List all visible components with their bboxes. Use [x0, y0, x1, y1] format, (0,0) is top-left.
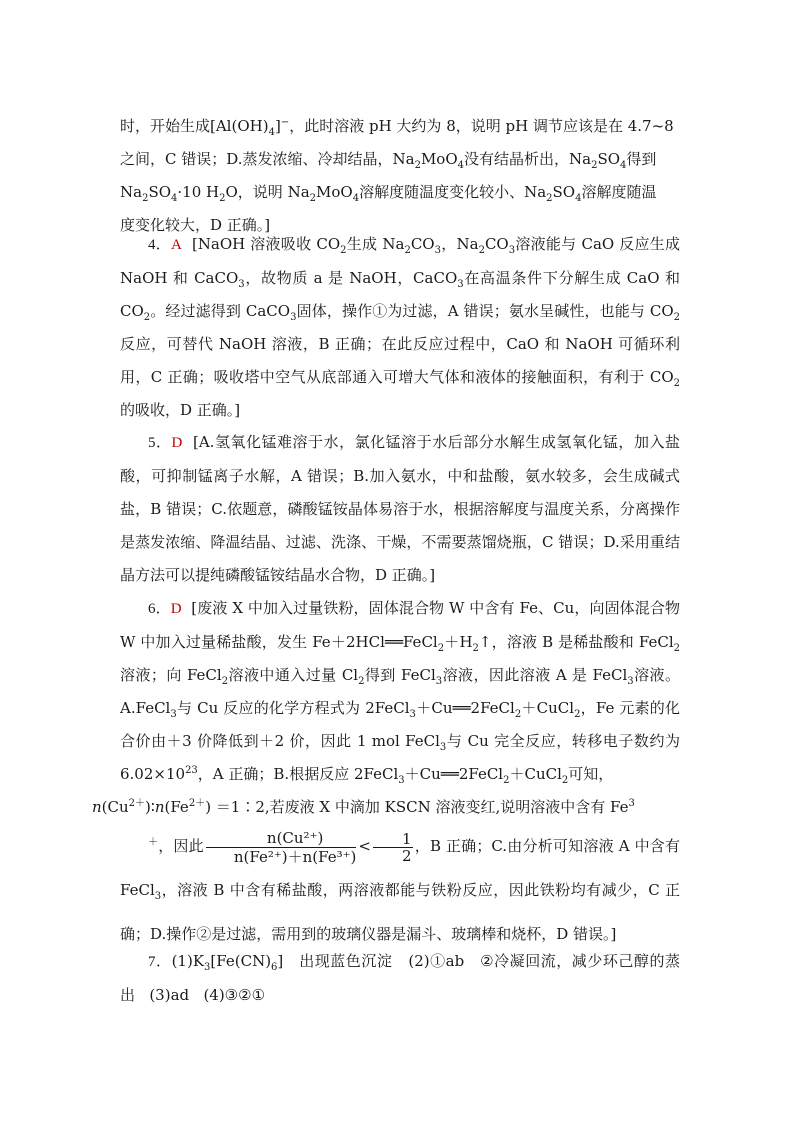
answer-6: 6．D [废液 X 中加入过量铁粉，固体混合物 W 中含有 Fe、Cu，向固体混合物 W 中加入过量稀盐酸，发生 $Fe+2HCl══FeCl_2+H_2↑$，溶液 B 是稀盐酸和 FeCl$_2$溶液；向 FeCl$_2$溶液中通入过量 $Cl_2$得到 FeCl$_3$溶液，因此溶液 A 是 FeCl$_3$溶液。A.FeCl$_3$与 Cu 反应的化学方程式为 2FeCl$_3$＋Cu══2FeCl$_2$＋CuCl$_2$，Fe 元素的化合价由＋3 价降低到＋2 价，因此 1 mol FeCl$_3$与 Cu 完全反应，转移电子数约为 $6.02\times 10^{23}$，A 正确；B.根据反应 2FeCl$_3$＋Cu══2FeCl$_2$＋CuCl$_2$可知， $n(Cu^{2+})∶n(Fe^{2+})$ ＝1∶2,若废液 X 中滴加 KSCN 溶液变红,说明溶液中含有 Fe$^3$ ＋，因此 $\frac{\text{n(Cu²⁺)}}{\text{n(Fe²⁺)＋n(Fe³⁺)}}$ < $\frac{1}{2}$ ，B 正确；C.由分析可知溶液 A 中含有 FeCl$_3$，溶液 B 中含有稀盐酸，两溶液都能与铁粉反应，因此铁粉均有减少，C 正确；D.操作②是过滤，需用到的玻璃仪器是漏斗、玻璃棒和烧杯，D 错误。] — [92, 599, 680, 943]
ratio-fraction: $\frac{\text{n(Cu²⁺)}}{\text{n(Fe²⁺)＋n(Fe³⁺)}}$ — [206, 830, 357, 865]
answer-7: 7．$(1)K_3[Fe(CN)_6]$ 出现蓝色沉淀 (2)①ab ②冷凝回流，减少环己醇的蒸出 (3)ad (4)③②① — [120, 952, 681, 1004]
answer-letter: D — [171, 435, 183, 451]
question-number: 6． — [148, 601, 171, 617]
answer-5 — [120, 426, 680, 592]
explanation-text: [A.氢氧化锰难溶于水，氯化锰溶于水后部分水解生成氢氧化锰，加入盐酸，可抑制锰离子水解，A 错误；B.加入氨水，中和盐酸，氨水较多，会生成碱式盐，B 错误；C.依题意，磷酸锰铵晶体易溶于水，根据溶解度与温度关系，分离操作是蒸发浓缩、降温结晶、过滤、洗涤、干燥，不需要蒸馏烧瓶，C 错误；D.采用重结晶方法可以提纯磷酸锰铵结晶水合物，D 正确。] — [120, 433, 680, 584]
question-number: 5． — [148, 435, 172, 451]
answer-4: 4．A [NaOH 溶液吸收 $CO_2$生成 $Na_2CO_3$，$Na_2CO_3$溶液能与 CaO 反应生成 NaOH 和 CaCO$_3$，故物质 a 是 NaOH，CaCO$_3$在高温条件下分解生成 CaO 和 $CO_2$。经过滤得到 CaCO$_3$固体，操作①为过滤，A 错误；氨水呈碱性，也能与 $CO_2$反应，可替代 NaOH 溶液，B 正确；在此反应过程中，CaO 和 NaOH 可循环利用，C 正确；吸收塔中空气从底部通入可增大气体和液体的接触面积，有利于 $CO_2$的吸收，D 正确。] — [120, 235, 681, 419]
question-number: 4． — [148, 237, 172, 253]
answer-letter: D — [170, 601, 182, 617]
continuation-paragraph: 时，开始生成$[Al(OH)_4]^-$，此时溶液 pH 大约为 8，说明 pH 调节应该是在 4.7~8 之间，C 错误；D.蒸发浓缩、冷却结晶，$Na_2MoO_4$没有结晶析出，$Na_2SO_4$得到 $Na_2SO_4\cdot 10$ $H_2O$，说明 $Na_2MoO_4$溶解度随温度变化较小、$Na_2SO_4$溶解度随温 度变化较大，D 正确。] — [120, 117, 674, 234]
half-fraction: $\frac{1}{2}$ — [373, 831, 413, 864]
answer-letter: A — [171, 237, 182, 253]
question-number: 7． — [148, 954, 172, 970]
